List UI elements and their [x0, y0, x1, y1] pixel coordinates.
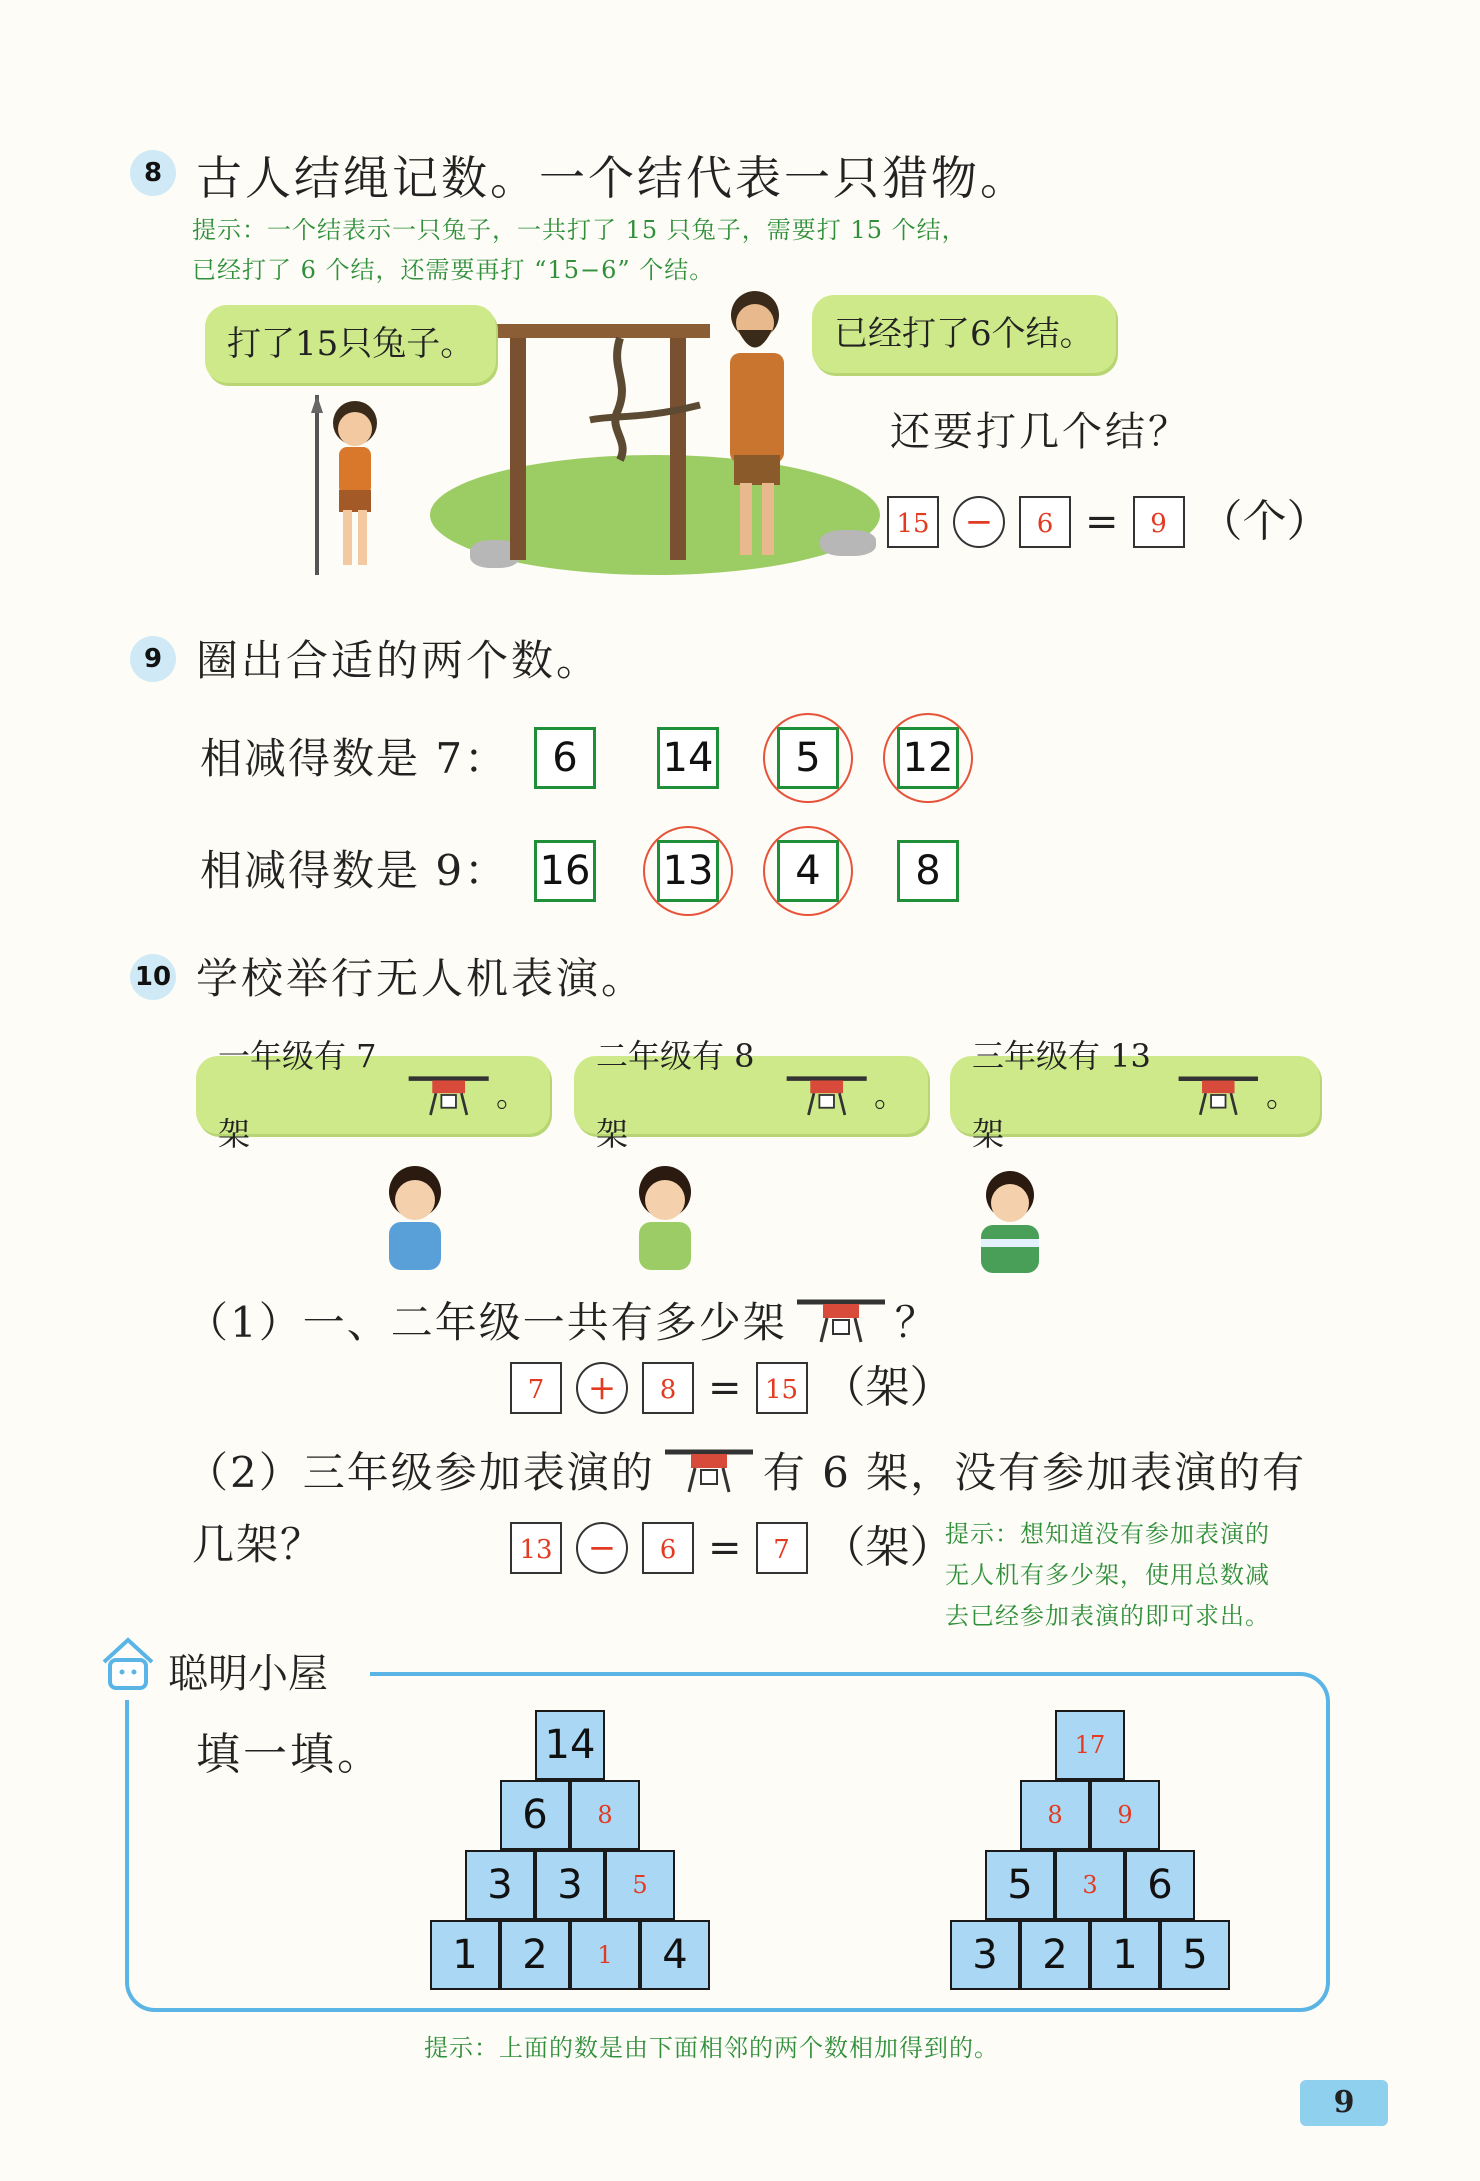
- section-title: 聪明小屋: [168, 1651, 328, 1697]
- house-icon: [96, 1632, 160, 1696]
- pyramid-answer-cell[interactable]: 5: [605, 1850, 675, 1920]
- pyramid-cell: 3: [535, 1850, 605, 1920]
- answer-box[interactable]: 15: [887, 496, 939, 548]
- sub-question-text: 几架？: [192, 1520, 325, 1569]
- hint-text: 提示：一个结表示一只兔子，一共打了 15 只兔子，需要打 15 个结，: [192, 216, 967, 244]
- sub-question-text: （1）一、二年级一共有多少架: [186, 1298, 787, 1347]
- number-choice[interactable]: 5: [777, 727, 839, 789]
- unit-label: （架）: [821, 1362, 954, 1413]
- speech-bubble: [950, 1037, 1320, 1153]
- drone-icon: [1175, 1067, 1262, 1123]
- hint-text: 去已经参加表演的即可求出。: [945, 1602, 1270, 1630]
- answer-box[interactable]: 13: [510, 1522, 562, 1574]
- sub-question: [186, 1440, 1306, 1500]
- boy-illustration: [965, 1165, 1055, 1275]
- circle-mark: [883, 713, 973, 803]
- pyramid-answer-cell[interactable]: 17: [1055, 1710, 1125, 1780]
- answer-box[interactable]: 15: [756, 1362, 808, 1414]
- rock-illustration: [820, 530, 876, 556]
- bubble-text: 一年级有 7 架: [218, 1037, 377, 1153]
- pyramid-cell: 2: [1020, 1920, 1090, 1990]
- question-mark: ？: [894, 1298, 939, 1347]
- number-pyramid: [950, 1710, 1230, 1990]
- question-title: 圈出合适的两个数。: [196, 636, 602, 685]
- bubble-end: 。: [873, 1076, 906, 1114]
- operator-circle[interactable]: +: [576, 1362, 628, 1414]
- circle-mark: [763, 713, 853, 803]
- answer-box[interactable]: 6: [1019, 496, 1071, 548]
- question-number-badge: 8: [130, 150, 176, 196]
- drone-icon: [405, 1067, 492, 1123]
- pyramid-answer-cell[interactable]: 8: [570, 1780, 640, 1850]
- number-choice[interactable]: 13: [657, 840, 719, 902]
- unit-label: （个）: [1198, 496, 1331, 547]
- number-choice[interactable]: 16: [534, 840, 596, 902]
- sub-question-text: 有 6 架，没有参加表演的有: [762, 1448, 1307, 1497]
- hint-text: 提示：想知道没有参加表演的: [945, 1520, 1270, 1548]
- pyramid-cell: 4: [640, 1920, 710, 1990]
- girl-illustration: [625, 1160, 705, 1270]
- question-number-badge: 10: [130, 954, 176, 1000]
- pyramid-cell: 5: [1160, 1920, 1230, 1990]
- sub-question-text: （2）三年级参加表演的: [186, 1448, 655, 1497]
- number-choice[interactable]: 4: [777, 840, 839, 902]
- pyramid-answer-cell[interactable]: 9: [1090, 1780, 1160, 1850]
- equation: [887, 496, 1331, 548]
- bubble-end: 。: [1265, 1076, 1298, 1114]
- pyramid-cell: 6: [1125, 1850, 1195, 1920]
- operator-circle[interactable]: −: [576, 1522, 628, 1574]
- circle-mark: [763, 826, 853, 916]
- equals-sign: =: [708, 1365, 742, 1411]
- ancient-man-illustration: [700, 285, 820, 565]
- child-hunter-illustration: [305, 395, 400, 575]
- pyramid-cell: 6: [500, 1780, 570, 1850]
- pyramid-cell: 2: [500, 1920, 570, 1990]
- pyramid-cell: 3: [950, 1920, 1020, 1990]
- unit-label: （架）: [821, 1522, 954, 1573]
- girl-illustration: [375, 1160, 455, 1270]
- speech-bubble: [574, 1037, 928, 1153]
- circle-mark: [643, 826, 733, 916]
- number-choice[interactable]: 6: [534, 727, 596, 789]
- bubble-text: 三年级有 13 架: [972, 1037, 1151, 1153]
- operator-circle[interactable]: −: [953, 496, 1005, 548]
- number-pyramid: [430, 1710, 710, 1990]
- drone-icon: [661, 1442, 757, 1498]
- speech-bubble: [196, 1037, 550, 1153]
- pyramid-cell: 14: [535, 1710, 605, 1780]
- hint-text: 无人机有多少架，使用总数减: [945, 1561, 1270, 1589]
- equals-sign: =: [1085, 499, 1119, 545]
- pyramid-answer-cell[interactable]: 3: [1055, 1850, 1125, 1920]
- page-number: 9: [1300, 2080, 1388, 2126]
- pyramid-answer-cell[interactable]: 8: [1020, 1780, 1090, 1850]
- equals-sign: =: [708, 1525, 742, 1571]
- speech-bubble: 打了15只兔子。: [205, 305, 496, 383]
- question-text: 还要打几个结？: [890, 409, 1191, 455]
- answer-box[interactable]: 7: [756, 1522, 808, 1574]
- speech-bubble: 已经打了6个结。: [812, 295, 1116, 373]
- hint-text: 提示：上面的数是由下面相邻的两个数相加得到的。: [424, 2034, 999, 2062]
- question-number-badge: 9: [130, 636, 176, 682]
- answer-box[interactable]: 7: [510, 1362, 562, 1414]
- equation: [510, 1362, 954, 1414]
- sub-question: [186, 1290, 939, 1350]
- answer-box[interactable]: 8: [642, 1362, 694, 1414]
- question-title: 学校举行无人机表演。: [196, 954, 647, 1003]
- row-label: 相减得数是 9：: [200, 846, 509, 895]
- pyramid-cell: 1: [430, 1920, 500, 1990]
- instruction-text: 填一填。: [196, 1729, 384, 1780]
- hint-text: 已经打了 6 个结，还需要再打 “15−6” 个结。: [192, 256, 715, 284]
- number-choice[interactable]: 8: [897, 840, 959, 902]
- drone-icon: [783, 1067, 870, 1123]
- pyramid-cell: 5: [985, 1850, 1055, 1920]
- pyramid-cell: 1: [1090, 1920, 1160, 1990]
- drone-icon: [793, 1292, 889, 1348]
- bubble-text: 二年级有 8 架: [596, 1037, 755, 1153]
- question-title: 古人结绳记数。一个结代表一只猎物。: [196, 151, 1029, 205]
- knot-frame-illustration: [490, 310, 710, 565]
- answer-box[interactable]: 6: [642, 1522, 694, 1574]
- pyramid-cell: 3: [465, 1850, 535, 1920]
- answer-box[interactable]: 9: [1133, 496, 1185, 548]
- row-label: 相减得数是 7：: [200, 734, 509, 783]
- equation: [510, 1522, 954, 1574]
- pyramid-answer-cell[interactable]: 1: [570, 1920, 640, 1990]
- bubble-end: 。: [495, 1076, 528, 1114]
- number-choice[interactable]: 14: [657, 727, 719, 789]
- number-choice[interactable]: 12: [897, 727, 959, 789]
